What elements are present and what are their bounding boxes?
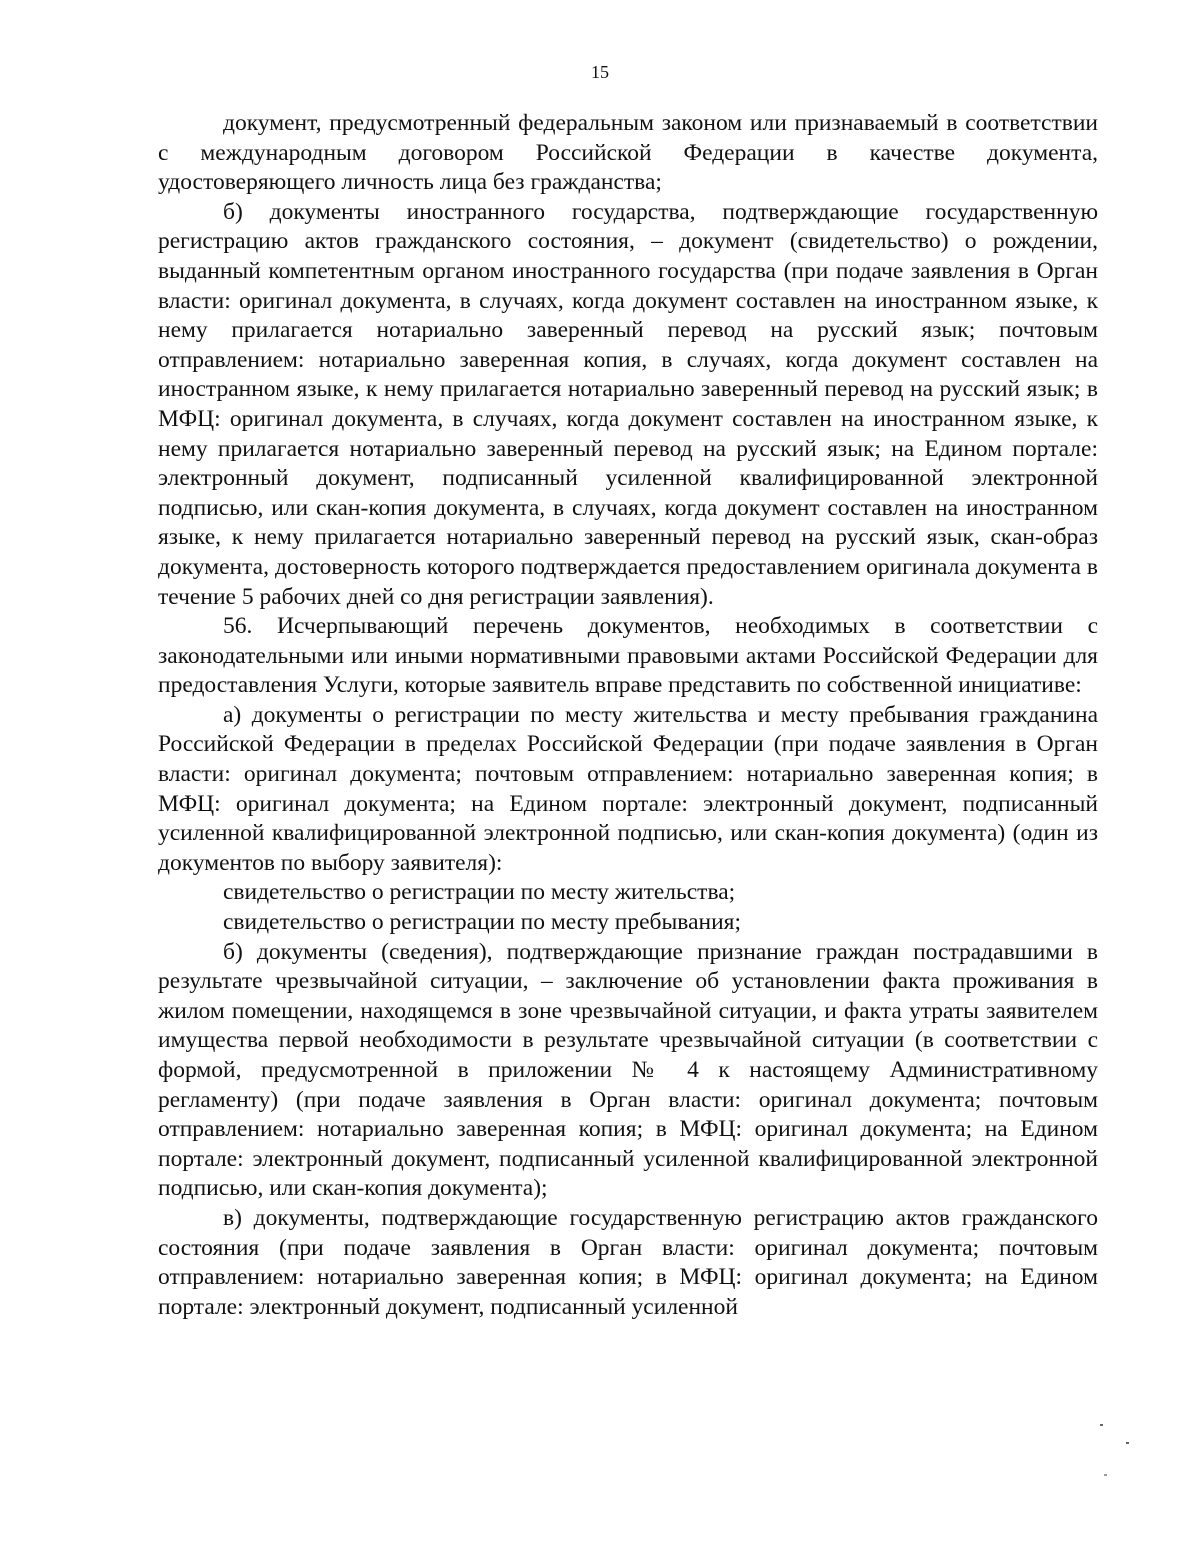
- page-number: 15: [591, 62, 609, 82]
- document-body: [158, 109, 1098, 1322]
- paragraph-id-doc-continuation: документ, предусмотренный федеральным законом или признаваемый в соответствии с международным договором Российской Федерации в качестве документа, удостоверяющего личность лица без гражданства;: [158, 110, 1098, 196]
- paragraph-residence-certificate: свидетельство о регистрации по месту жительства;: [223, 879, 736, 906]
- paragraph-registration-docs: а) документы о регистрации по месту жительства и месту пребывания гражданина Российской Федерации в пределах Российской Федерации (при подаче заявления в Орган власти: оригинал документа; почтовым отправлением: нотариально заверенная копия; в МФЦ: оригинал документа; на Едином портале: электронный документ, подписанный усиленной квалифицированной электронной подписью, или скан-копия документа) (один из документов по выбору заявителя):: [158, 701, 1098, 876]
- paragraph-emergency-docs: б) документы (сведения), подтверждающие признание граждан пострадавшими в результате чрезвычайной ситуации, – заключение об установлении факта проживания в жилом помещении, находящемся в зоне чрезвычайной ситуации, и факта утраты заявителем имущества первой необходимости в результате чрезвычайной ситуации (в соответствии с формой, предусмотренной в приложении № 4 к настоящему Административному регламенту) (при подаче заявления в Орган власти: оригинал документа; почтовым отправлением: нотариально заверенная копия; в МФЦ: оригинал документа; на Едином портале: электронный документ, подписанный усиленной квалифицированной электронной подписью, или скан-копия документа);: [158, 938, 1098, 1202]
- paragraph-foreign-civil-docs: б) документы иностранного государства, подтверждающие государственную регистрацию актов гражданского состояния, – документ (свидетельство) о рождении, выданный компетентным органом иностранного государства (при подаче заявления в Орган власти: оригинал документа, в случаях, когда документ составлен на иностранном языке, к нему прилагается нотариально заверенный перевод на русский язык; почтовым отправлением: нотариально заверенная копия, в случаях, когда документ составлен на иностранном языке, к нему прилагается нотариально заверенный перевод на русский язык; в МФЦ: оригинал документа, в случаях, когда документ составлен на иностранном языке, к нему прилагается нотариально заверенный перевод на русский язык; на Едином портале: электронный документ, подписанный усиленной квалифицированной электронной подписью, или скан-копия документа, в случаях, когда документ составлен на иностранном языке, к нему прилагается нотариально заверенный перевод на русский язык, скан-образ документа, достоверность которого подтверждается предоставлением оригинала документа в течение 5 рабочих дней со дня регистрации заявления).: [158, 198, 1098, 610]
- scan-speck: [1104, 1474, 1107, 1476]
- scan-speck: [1126, 1442, 1129, 1444]
- scan-speck: [1100, 1424, 1103, 1426]
- paragraph-stay-certificate: свидетельство о регистрации по месту пребывания;: [223, 909, 741, 936]
- paragraph-item-56: 56. Исчерпывающий перечень документов, необходимых в соответствии с законодательными или иными нормативными правовыми актами Российской Федерации для предоставления Услуги, которые заявитель вправе представить по собственной инициативе:: [158, 613, 1098, 699]
- paragraph-civil-registration-docs: в) документы, подтверждающие государственную регистрацию актов гражданского состояния (при подаче заявления в Орган власти: оригинал документа; почтовым отправлением: нотариально заверенная копия; в МФЦ: оригинал документа; на Едином портале: электронный документ, подписанный усиленной: [158, 1204, 1098, 1320]
